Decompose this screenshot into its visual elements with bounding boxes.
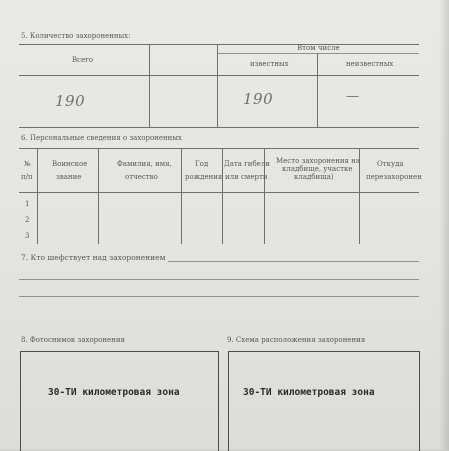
section6-header-rank-b: звание — [56, 173, 82, 181]
section6-header-from-a: Откуда — [377, 160, 404, 168]
section6-header-death-b: или смерти — [225, 173, 268, 181]
section9-typed-note: 30-ТИ километровая зона — [243, 387, 375, 398]
page-edge-shadow — [439, 0, 449, 450]
section6-divider-3 — [181, 148, 182, 244]
section7-answer-line-2 — [19, 279, 419, 280]
section5-total-value: 190 — [55, 92, 86, 110]
section7-title: 7. Кто шефствует над захоронением — [21, 253, 166, 262]
section5-col-known: известных — [250, 60, 289, 68]
section8-photo-box — [20, 351, 219, 451]
section6-header-place-a: Место захоронения на — [276, 157, 361, 165]
section5-divider-3 — [317, 53, 318, 127]
section6-header-year-a: Год — [195, 160, 209, 168]
section6-divider-1 — [37, 148, 38, 244]
section5-subheader-rule — [217, 53, 419, 54]
section5-table-bottom-rule — [19, 127, 419, 128]
section6-title: 6. Персональные сведения о захороненных — [21, 134, 182, 142]
section6-header-place-b: кладбище, участке — [282, 165, 353, 173]
section6-divider-2 — [98, 148, 99, 244]
section5-table-top-rule — [19, 44, 419, 45]
section5-divider-1 — [149, 44, 150, 127]
section5-col-including: Втом числе — [297, 44, 340, 52]
section6-header-name-a: Фамилия, имя, — [117, 160, 172, 168]
section5-col-unknown: неизвестных — [346, 60, 394, 68]
section5-header-bottom-rule — [19, 75, 419, 76]
section6-divider-4 — [222, 148, 223, 244]
section6-header-name-b: отчество — [125, 173, 158, 181]
section6-header-from-b: перезахоронен — [366, 173, 422, 181]
section9-scheme-box — [228, 351, 420, 451]
section6-row-number: 3 — [25, 232, 30, 240]
section5-col-total: Всего — [72, 56, 94, 64]
section6-header-year-b: рождения — [185, 173, 223, 181]
section6-header-num-b: п/п — [21, 173, 33, 181]
section6-header-rank-a: Воинское — [52, 160, 88, 168]
section6-header-death-a: Дата гибели — [224, 160, 270, 168]
section8-typed-note: 30-ТИ километровая зона — [48, 387, 180, 398]
section6-header-place-c: кладбища) — [294, 173, 334, 181]
section5-divider-2 — [217, 44, 218, 127]
section8-title: 8. Фотоснимок захоронения — [21, 336, 125, 344]
section7-answer-line-3 — [19, 296, 419, 297]
section5-known-value: 190 — [243, 90, 274, 108]
section6-row-number: 1 — [25, 200, 30, 208]
section6-row-number: 2 — [25, 216, 30, 224]
section6-header-num-a: № — [24, 160, 31, 168]
section7-answer-line-1 — [168, 261, 419, 262]
section9-title: 9. Схема расположения захоронения — [227, 336, 366, 344]
section5-unknown-value: — — [346, 89, 360, 104]
section5-title: 5. Количество захороненных: — [21, 32, 131, 40]
